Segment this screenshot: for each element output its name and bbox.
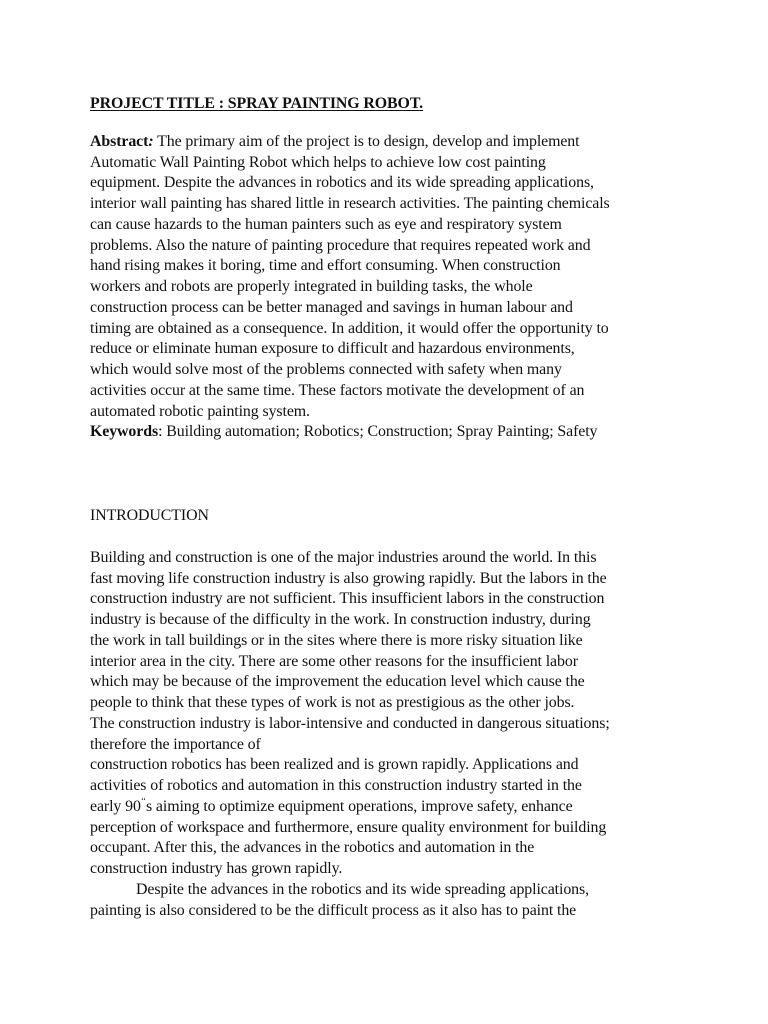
intro-line: construction industry has grown rapidly. [90, 860, 343, 877]
ordinal-superscript: ‘‘ [140, 795, 146, 806]
keywords-line [90, 422, 680, 443]
introduction-paragraph-1 [90, 548, 680, 880]
intro-line: interior area in the city. There are some other reasons for the insufficient labor [90, 652, 578, 670]
keywords-text: : Building automation; Robotics; Construction; Spray Painting; Safety [158, 423, 598, 441]
abstract-first-line [90, 132, 680, 153]
abstract-line: which would solve most of the problems connected with safety when many [90, 361, 562, 378]
introduction-paragraph-2 [90, 880, 680, 922]
section-spacer [90, 443, 680, 506]
document-body [90, 94, 680, 921]
intro-line: Despite the advances in the robotics and its wide spreading applications, [136, 880, 589, 898]
intro-line-superscript [90, 797, 680, 818]
intro-line: industry is because of the difficulty in the work. In construction industry, during [90, 611, 591, 628]
intro-line: therefore the importance of [90, 735, 261, 753]
abstract-line: interior wall painting has shared little in research activities. The painting chemicals [90, 195, 610, 212]
abstract-line: problems. Also the nature of painting procedure that requires repeated work and [90, 236, 591, 254]
intro-text: early 90 [90, 797, 141, 815]
intro-line: activities of robotics and automation in this construction industry started in the [90, 777, 582, 794]
intro-line: which may be because of the improvement the education level which cause the [90, 673, 585, 691]
keywords-label: Keywords [90, 423, 159, 441]
abstract-line: automated robotic painting system. [90, 402, 310, 420]
abstract-line: equipment. Despite the advances in robotics and its wide spreading applications, [90, 174, 594, 192]
abstract-section [90, 132, 680, 443]
project-title: PROJECT TITLE : SPRAY PAINTING ROBOT. [90, 95, 424, 112]
intro-line: construction robotics has been realized and is grown rapidly. Applications and [90, 756, 579, 774]
intro-text: s aiming to optimize equipment operations, improve safety, enhance [145, 797, 573, 815]
abstract-colon: : [148, 132, 154, 150]
intro-line: the work in tall buildings or in the sites where there is more risky situation like [90, 631, 583, 649]
intro-line: occupant. After this, the advances in the robotics and automation in the [90, 839, 535, 857]
abstract-line: construction process can be better managed and savings in human labour and [90, 298, 573, 316]
abstract-line: can cause hazards to the human painters such as eye and respiratory system [90, 215, 562, 233]
paragraph-spacer [90, 527, 680, 548]
abstract-line: timing are obtained as a consequence. In addition, it would offer the opportunity to [90, 319, 609, 337]
intro-line: fast moving life construction industry is also growing rapidly. But the labors in the [90, 569, 607, 587]
abstract-line: workers and robots are properly integrated in building tasks, the whole [90, 278, 533, 295]
introduction-heading: INTRODUCTION [90, 507, 209, 524]
abstract-label: Abstract [90, 132, 149, 150]
intro-line: Building and construction is one of the major industries around the world. In this [90, 548, 597, 566]
abstract-line: The primary aim of the project is to design, develop and implement [153, 132, 580, 150]
abstract-line: hand rising makes it boring, time and effort consuming. When construction [90, 257, 561, 275]
abstract-line: activities occur at the same time. These factors motivate the development of an [90, 381, 585, 399]
intro-line: painting is also considered to be the difficult process as it also has to paint the [90, 901, 577, 919]
intro-line: construction industry are not sufficient. This insufficient labors in the construction [90, 590, 605, 608]
abstract-line: Automatic Wall Painting Robot which helps to achieve low cost painting [90, 153, 546, 171]
intro-line: The construction industry is labor-intensive and conducted in dangerous situations; [90, 714, 610, 732]
intro-line: perception of workspace and furthermore, ensure quality environment for building [90, 818, 607, 836]
abstract-line: reduce or eliminate human exposure to difficult and hazardous environments, [90, 340, 575, 358]
intro-line: people to think that these types of work is not as prestigious as the other jobs. [90, 694, 575, 711]
